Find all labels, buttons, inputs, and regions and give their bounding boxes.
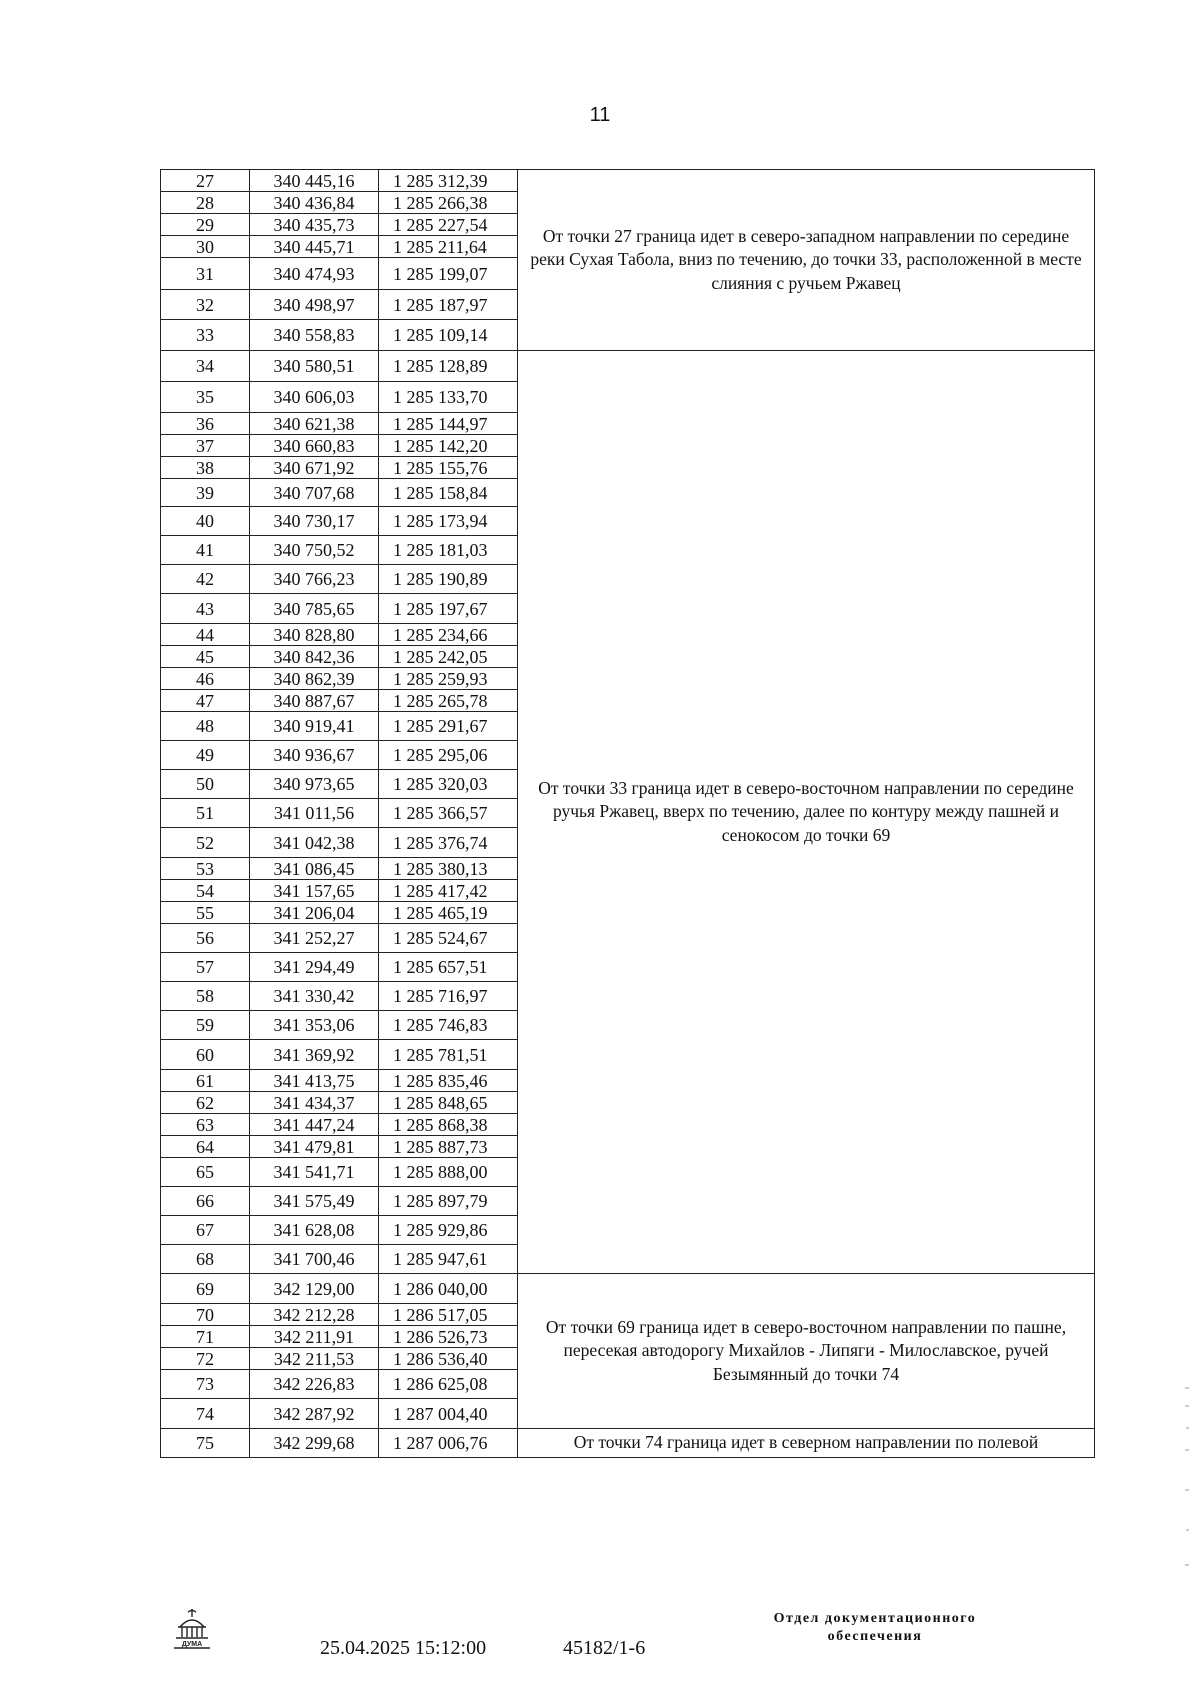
boundary-description-cell: От точки 69 граница идет в северо-восточном направлении по пашне, пересекая автодорогу Михайлов - Липяги - Милославское, ручей Безымянный до точки 74 (518, 1274, 1095, 1429)
x-coordinate-cell: 340 445,16 (250, 170, 379, 192)
point-number-cell: 33 (161, 320, 250, 351)
y-coordinate-cell: 1 285 746,83 (379, 1011, 518, 1040)
point-number-cell: 28 (161, 192, 250, 214)
x-coordinate-cell: 340 606,03 (250, 382, 379, 413)
y-coordinate-cell: 1 285 266,38 (379, 192, 518, 214)
point-number-cell: 57 (161, 953, 250, 982)
x-coordinate-cell: 341 086,45 (250, 858, 379, 880)
y-coordinate-cell: 1 285 227,54 (379, 214, 518, 236)
point-number-cell: 44 (161, 624, 250, 646)
point-number-cell: 64 (161, 1136, 250, 1158)
x-coordinate-cell: 341 413,75 (250, 1070, 379, 1092)
x-coordinate-cell: 341 353,06 (250, 1011, 379, 1040)
duma-logo-icon (170, 1607, 214, 1651)
y-coordinate-cell: 1 285 657,51 (379, 953, 518, 982)
point-number-cell: 70 (161, 1304, 250, 1326)
x-coordinate-cell: 340 707,68 (250, 479, 379, 507)
x-coordinate-cell: 341 479,81 (250, 1136, 379, 1158)
y-coordinate-cell: 1 285 142,20 (379, 435, 518, 457)
x-coordinate-cell: 340 936,67 (250, 741, 379, 770)
y-coordinate-cell: 1 285 109,14 (379, 320, 518, 351)
y-coordinate-cell: 1 285 259,93 (379, 668, 518, 690)
y-coordinate-cell: 1 285 265,78 (379, 690, 518, 712)
table-body (161, 170, 1095, 1458)
point-number-cell: 39 (161, 479, 250, 507)
y-coordinate-cell: 1 286 517,05 (379, 1304, 518, 1326)
point-number-cell: 69 (161, 1274, 250, 1304)
point-number-cell: 56 (161, 924, 250, 953)
point-number-cell: 63 (161, 1114, 250, 1136)
x-coordinate-cell: 340 973,65 (250, 770, 379, 799)
x-coordinate-cell: 340 750,52 (250, 536, 379, 565)
x-coordinate-cell: 342 211,91 (250, 1326, 379, 1348)
duma-logo-text: ДУМА (181, 1641, 203, 1648)
point-number-cell: 71 (161, 1326, 250, 1348)
x-coordinate-cell: 340 766,23 (250, 565, 379, 594)
point-number-cell: 32 (161, 290, 250, 320)
y-coordinate-cell: 1 285 929,86 (379, 1216, 518, 1245)
x-coordinate-cell: 341 700,46 (250, 1245, 379, 1274)
x-coordinate-cell: 340 621,38 (250, 413, 379, 435)
x-coordinate-cell: 340 436,84 (250, 192, 379, 214)
boundary-description-cell: От точки 27 граница идет в северо-западном направлении по середине реки Сухая Табола, вниз по течению, до точки 33, расположенной в месте слияния с ручьем Ржавец (518, 170, 1095, 351)
point-number-cell: 45 (161, 646, 250, 668)
point-number-cell: 65 (161, 1158, 250, 1187)
point-number-cell: 31 (161, 258, 250, 290)
x-coordinate-cell: 341 011,56 (250, 799, 379, 828)
y-coordinate-cell: 1 285 887,73 (379, 1136, 518, 1158)
point-number-cell: 58 (161, 982, 250, 1011)
x-coordinate-cell: 340 660,83 (250, 435, 379, 457)
x-coordinate-cell: 341 575,49 (250, 1187, 379, 1216)
point-number-cell: 48 (161, 712, 250, 741)
x-coordinate-cell: 340 558,83 (250, 320, 379, 351)
point-number-cell: 62 (161, 1092, 250, 1114)
y-coordinate-cell: 1 285 295,06 (379, 741, 518, 770)
x-coordinate-cell: 341 294,49 (250, 953, 379, 982)
y-coordinate-cell: 1 285 158,84 (379, 479, 518, 507)
y-coordinate-cell: 1 285 320,03 (379, 770, 518, 799)
point-number-cell: 50 (161, 770, 250, 799)
y-coordinate-cell: 1 285 133,70 (379, 382, 518, 413)
point-number-cell: 59 (161, 1011, 250, 1040)
x-coordinate-cell: 341 447,24 (250, 1114, 379, 1136)
point-number-cell: 43 (161, 594, 250, 624)
point-number-cell: 29 (161, 214, 250, 236)
y-coordinate-cell: 1 286 625,08 (379, 1370, 518, 1399)
boundary-description-cell: От точки 33 граница идет в северо-восточном направлении по середине ручья Ржавец, вверх по течению, далее по контуру между пашней и сенокосом до точки 69 (518, 351, 1095, 1274)
point-number-cell: 51 (161, 799, 250, 828)
y-coordinate-cell: 1 285 524,67 (379, 924, 518, 953)
point-number-cell: 66 (161, 1187, 250, 1216)
x-coordinate-cell: 342 212,28 (250, 1304, 379, 1326)
y-coordinate-cell: 1 285 199,07 (379, 258, 518, 290)
point-number-cell: 72 (161, 1348, 250, 1370)
point-number-cell: 46 (161, 668, 250, 690)
x-coordinate-cell: 340 919,41 (250, 712, 379, 741)
x-coordinate-cell: 341 157,65 (250, 880, 379, 902)
y-coordinate-cell: 1 285 144,97 (379, 413, 518, 435)
margin-scan-marks (1183, 1380, 1191, 1580)
x-coordinate-cell: 341 252,27 (250, 924, 379, 953)
y-coordinate-cell: 1 287 006,76 (379, 1429, 518, 1458)
point-number-cell: 55 (161, 902, 250, 924)
y-coordinate-cell: 1 285 366,57 (379, 799, 518, 828)
y-coordinate-cell: 1 285 465,19 (379, 902, 518, 924)
x-coordinate-cell: 340 474,93 (250, 258, 379, 290)
x-coordinate-cell: 341 369,92 (250, 1040, 379, 1070)
y-coordinate-cell: 1 285 187,97 (379, 290, 518, 320)
y-coordinate-cell: 1 285 242,05 (379, 646, 518, 668)
point-number-cell: 40 (161, 507, 250, 536)
y-coordinate-cell: 1 285 835,46 (379, 1070, 518, 1092)
point-number-cell: 54 (161, 880, 250, 902)
x-coordinate-cell: 340 828,80 (250, 624, 379, 646)
y-coordinate-cell: 1 285 947,61 (379, 1245, 518, 1274)
footer-datetime: 25.04.2025 15:12:00 (320, 1637, 487, 1659)
x-coordinate-cell: 342 211,53 (250, 1348, 379, 1370)
y-coordinate-cell: 1 285 155,76 (379, 457, 518, 479)
y-coordinate-cell: 1 285 312,39 (379, 170, 518, 192)
y-coordinate-cell: 1 286 040,00 (379, 1274, 518, 1304)
table-row (161, 1274, 1095, 1304)
x-coordinate-cell: 341 042,38 (250, 828, 379, 858)
y-coordinate-cell: 1 285 234,66 (379, 624, 518, 646)
y-coordinate-cell: 1 285 128,89 (379, 351, 518, 382)
boundary-coordinates-table (160, 169, 1095, 1458)
department-line-1: Отдел документационного (773, 1611, 977, 1626)
point-number-cell: 30 (161, 236, 250, 258)
footer-document-code: 45182/1-6 (563, 1637, 646, 1659)
y-coordinate-cell: 1 285 380,13 (379, 858, 518, 880)
point-number-cell: 73 (161, 1370, 250, 1399)
point-number-cell: 49 (161, 741, 250, 770)
point-number-cell: 68 (161, 1245, 250, 1274)
y-coordinate-cell: 1 285 716,97 (379, 982, 518, 1011)
department-line-2: обеспечения (827, 1629, 923, 1645)
point-number-cell: 53 (161, 858, 250, 880)
x-coordinate-cell: 341 330,42 (250, 982, 379, 1011)
y-coordinate-cell: 1 285 211,64 (379, 236, 518, 258)
x-coordinate-cell: 342 226,83 (250, 1370, 379, 1399)
x-coordinate-cell: 340 842,36 (250, 646, 379, 668)
point-number-cell: 34 (161, 351, 250, 382)
x-coordinate-cell: 342 287,92 (250, 1399, 379, 1429)
point-number-cell: 27 (161, 170, 250, 192)
point-number-cell: 74 (161, 1399, 250, 1429)
footer-department-stamp (735, 1610, 1015, 1646)
y-coordinate-cell: 1 285 848,65 (379, 1092, 518, 1114)
point-number-cell: 75 (161, 1429, 250, 1458)
point-number-cell: 38 (161, 457, 250, 479)
x-coordinate-cell: 340 498,97 (250, 290, 379, 320)
y-coordinate-cell: 1 285 781,51 (379, 1040, 518, 1070)
y-coordinate-cell: 1 285 173,94 (379, 507, 518, 536)
point-number-cell: 35 (161, 382, 250, 413)
point-number-cell: 60 (161, 1040, 250, 1070)
point-number-cell: 61 (161, 1070, 250, 1092)
y-coordinate-cell: 1 285 888,00 (379, 1158, 518, 1187)
y-coordinate-cell: 1 285 868,38 (379, 1114, 518, 1136)
x-coordinate-cell: 340 862,39 (250, 668, 379, 690)
x-coordinate-cell: 340 887,67 (250, 690, 379, 712)
y-coordinate-cell: 1 286 536,40 (379, 1348, 518, 1370)
x-coordinate-cell: 340 730,17 (250, 507, 379, 536)
y-coordinate-cell: 1 286 526,73 (379, 1326, 518, 1348)
x-coordinate-cell: 340 445,71 (250, 236, 379, 258)
y-coordinate-cell: 1 285 291,67 (379, 712, 518, 741)
x-coordinate-cell: 342 129,00 (250, 1274, 379, 1304)
boundary-description-cell: От точки 74 граница идет в северном направлении по полевой (518, 1429, 1095, 1458)
y-coordinate-cell: 1 285 190,89 (379, 565, 518, 594)
point-number-cell: 52 (161, 828, 250, 858)
y-coordinate-cell: 1 285 181,03 (379, 536, 518, 565)
point-number-cell: 37 (161, 435, 250, 457)
x-coordinate-cell: 341 434,37 (250, 1092, 379, 1114)
x-coordinate-cell: 340 671,92 (250, 457, 379, 479)
y-coordinate-cell: 1 285 376,74 (379, 828, 518, 858)
x-coordinate-cell: 341 541,71 (250, 1158, 379, 1187)
y-coordinate-cell: 1 287 004,40 (379, 1399, 518, 1429)
table-row (161, 351, 1095, 382)
x-coordinate-cell: 341 206,04 (250, 902, 379, 924)
x-coordinate-cell: 342 299,68 (250, 1429, 379, 1458)
table-row (161, 170, 1095, 192)
point-number-cell: 41 (161, 536, 250, 565)
x-coordinate-cell: 340 580,51 (250, 351, 379, 382)
point-number-cell: 42 (161, 565, 250, 594)
x-coordinate-cell: 341 628,08 (250, 1216, 379, 1245)
page-number: 11 (589, 104, 611, 126)
y-coordinate-cell: 1 285 197,67 (379, 594, 518, 624)
x-coordinate-cell: 340 785,65 (250, 594, 379, 624)
table-row (161, 1429, 1095, 1458)
point-number-cell: 36 (161, 413, 250, 435)
x-coordinate-cell: 340 435,73 (250, 214, 379, 236)
y-coordinate-cell: 1 285 417,42 (379, 880, 518, 902)
y-coordinate-cell: 1 285 897,79 (379, 1187, 518, 1216)
point-number-cell: 47 (161, 690, 250, 712)
point-number-cell: 67 (161, 1216, 250, 1245)
